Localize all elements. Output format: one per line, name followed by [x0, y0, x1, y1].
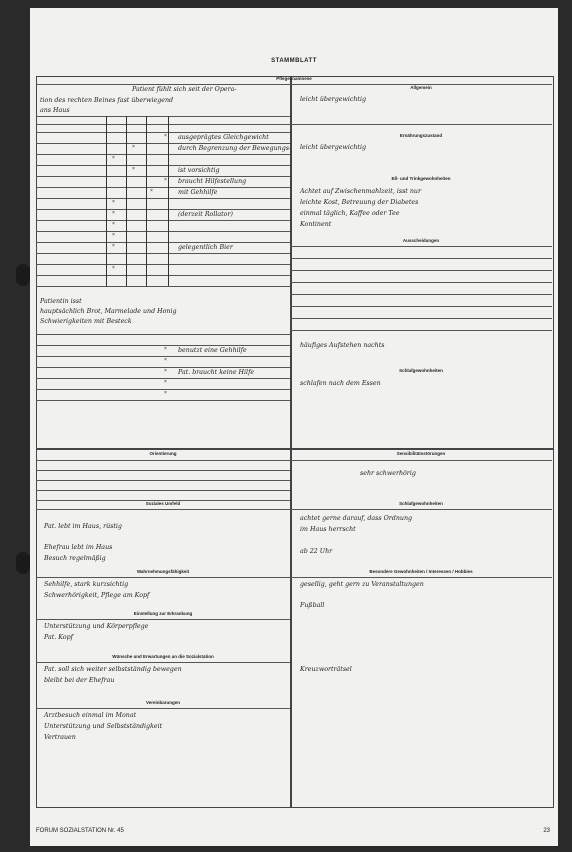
note-36: achtet gerne darauf, dass Ordnung: [300, 515, 413, 522]
section-wahrnehm: Wahrnehmungsfähigkeit: [136, 569, 190, 574]
note-21: Schwierigkeiten mit Besteck: [40, 318, 132, 325]
note-6: durch Begrenzung der Bewegungs-: [178, 145, 292, 152]
section-allgemein: Allgemein: [410, 85, 432, 90]
section-soz: Soziales Umfeld: [145, 501, 181, 506]
note-34: Unterstützung und Selbstständigkeit: [44, 723, 163, 730]
note-9: braucht Hilfestellung: [178, 178, 247, 185]
section-wuensche: Wünsche und Erwartungen an die Sozialstation: [112, 654, 214, 659]
note-37: im Haus herrscht: [300, 526, 356, 533]
note-27: Sehhilfe, stark kurzsichtig: [44, 581, 129, 588]
note-43: Kreuzworträtsel: [300, 666, 352, 673]
note-8: ist vorsichtig: [178, 167, 220, 174]
note-42: Fußball: [300, 602, 325, 609]
note-15: gelegentlich Bier: [178, 244, 233, 251]
section-schlaf2: Schlafgewohnheiten: [399, 501, 443, 506]
note-26: sehr schwerhörig: [360, 470, 416, 477]
note-22: benutzt eine Gehhilfe: [178, 347, 247, 354]
section-schlaf: Schlafgewohnheiten: [399, 368, 443, 373]
note-40: schlafen nach dem Essen: [300, 380, 381, 387]
note-4: leicht übergewichtig: [300, 96, 367, 103]
note-28: Schwerhörigkeit, Pflege am Kopf: [44, 592, 150, 599]
document-page: STAMMBLATT Pflegeanamnese Patient fühlt sich seit der Opera- tion des rechten Beines fast überwiegend ans Haus × × × × × × × × × × × × ausgeprägtes Gleichgewicht durch Begrenzung der Bewegungs- ist vorsichtig braucht Hilfestellung mit Gehhilfe (derzeit Rollator) gelegentlich Bier Patientin isst hauptsächlich Brot, Marmelade und Honig Schwierigkeiten mit Besteck × × × × × benutzt eine Gehhilfe Pat. braucht keine Hilfe Allgemein leicht übergewichtig Ernährungszustand leicht übergewichtig Eß- und Trinkgewohnheiten Achtet auf Zwischenmahlzeit, isst nur leichte Kost, Betreuung der Diabetes einmal täglich, Kaffee oder Tee Kontinent Ausscheidungen häufiges Aufstehen nachts Schlafgewohnheiten schlafen nach dem Essen Orientierung Sensibilitätsstörungen sehr schwerhörig Soziales Umfeld Schlafgewohnheiten Pat. lebt im Haus, rüstig Ehefrau lebt im Haus Besuch regelmäßig achtet gerne darauf, dass Ordnung im Haus herrscht ab 22 Uhr Wahrnehmungsfähigkeit Besondere Gewohnheiten / Interessen / Hobbies Sehhilfe, stark kurzsichtig Schwerhörigkeit, Pflege am Kopf gesellig, geht gern zu Veranstaltungen Fußball Einstellung zur Erkrankung Unterstützung und Körperpflege Pat. Kopf Wünsche und Erwartungen an die Sozialstation Pat. soll sich weiter selbstständig bewegen bleibt bei der Ehefrau Kreuzworträtsel Vereinbarungen Arztbesuch einmal im Monat Unterstützung und Selbstständigkeit Vertrauen FORUM SOZIALSTATION Nr. 45 23: [30, 8, 558, 846]
punch-hole: [16, 264, 30, 286]
section-ess: Eß- und Trinkgewohnheiten: [391, 176, 451, 181]
section-pflegeanamnese: Pflegeanamnese: [276, 76, 312, 81]
section-sens: Sensibilitätsstörungen: [396, 451, 446, 456]
note-25: Besuch regelmäßig: [44, 555, 106, 562]
note-24: Ehefrau lebt im Haus: [44, 544, 113, 551]
note-35: Vertrauen: [44, 734, 76, 741]
note-30: Pat. Kopf: [44, 634, 73, 641]
section-orient: Orientierung: [149, 451, 177, 456]
form-title: STAMMBLATT: [271, 58, 317, 64]
note-20: hauptsächlich Brot, Marmelade und Honig: [40, 308, 177, 315]
note-32: bleibt bei der Ehefrau: [44, 677, 115, 684]
note-38: gesellig, geht gern zu Veranstaltungen: [300, 581, 424, 588]
note-41: ab 22 Uhr: [300, 548, 333, 555]
note-19: Patientin isst: [40, 298, 82, 305]
note-4b: leicht übergewichtig: [300, 144, 367, 151]
note-18: Pat. braucht keine Hilfe: [178, 369, 255, 376]
footer-left: FORUM SOZIALSTATION Nr. 45: [36, 828, 124, 834]
note-10: mit Gehhilfe: [178, 189, 218, 196]
note-29: Unterstützung und Körperpflege: [44, 623, 149, 630]
section-bes: Besondere Gewohnheiten / Interessen / Hobbies: [369, 569, 473, 574]
note-13: leichte Kost, Betreuung der Diabetes: [300, 199, 419, 206]
note-17: häufiges Aufstehen nachts: [300, 342, 385, 349]
section-aus: Ausscheidungen: [402, 238, 440, 243]
note-23: Pat. lebt im Haus, rüstig: [44, 523, 122, 530]
note-2: tion des rechten Beines fast überwiegend: [40, 97, 174, 104]
note-33: Arztbesuch einmal im Monat: [44, 712, 137, 719]
section-einst: Einstellung zur Erkrankung: [133, 611, 193, 616]
note-12: Achtet auf Zwischenmahlzeit, isst nur: [300, 188, 421, 195]
punch-hole: [16, 552, 30, 574]
note-11: (derzeit Rollator): [178, 211, 233, 218]
section-verein: Vereinbarungen: [145, 700, 180, 705]
note-3: ans Haus: [40, 107, 70, 114]
note-16: Kontinent: [300, 221, 332, 228]
note-31: Pat. soll sich weiter selbstständig bewegen: [44, 666, 182, 673]
note-14: einmal täglich, Kaffee oder Tee: [300, 210, 400, 217]
note-1: Patient fühlt sich seit der Opera-: [132, 86, 237, 93]
page-number: 23: [543, 828, 550, 834]
section-ernaehrung: Ernährungszustand: [399, 133, 443, 138]
note-5: ausgeprägtes Gleichgewicht: [178, 134, 269, 141]
